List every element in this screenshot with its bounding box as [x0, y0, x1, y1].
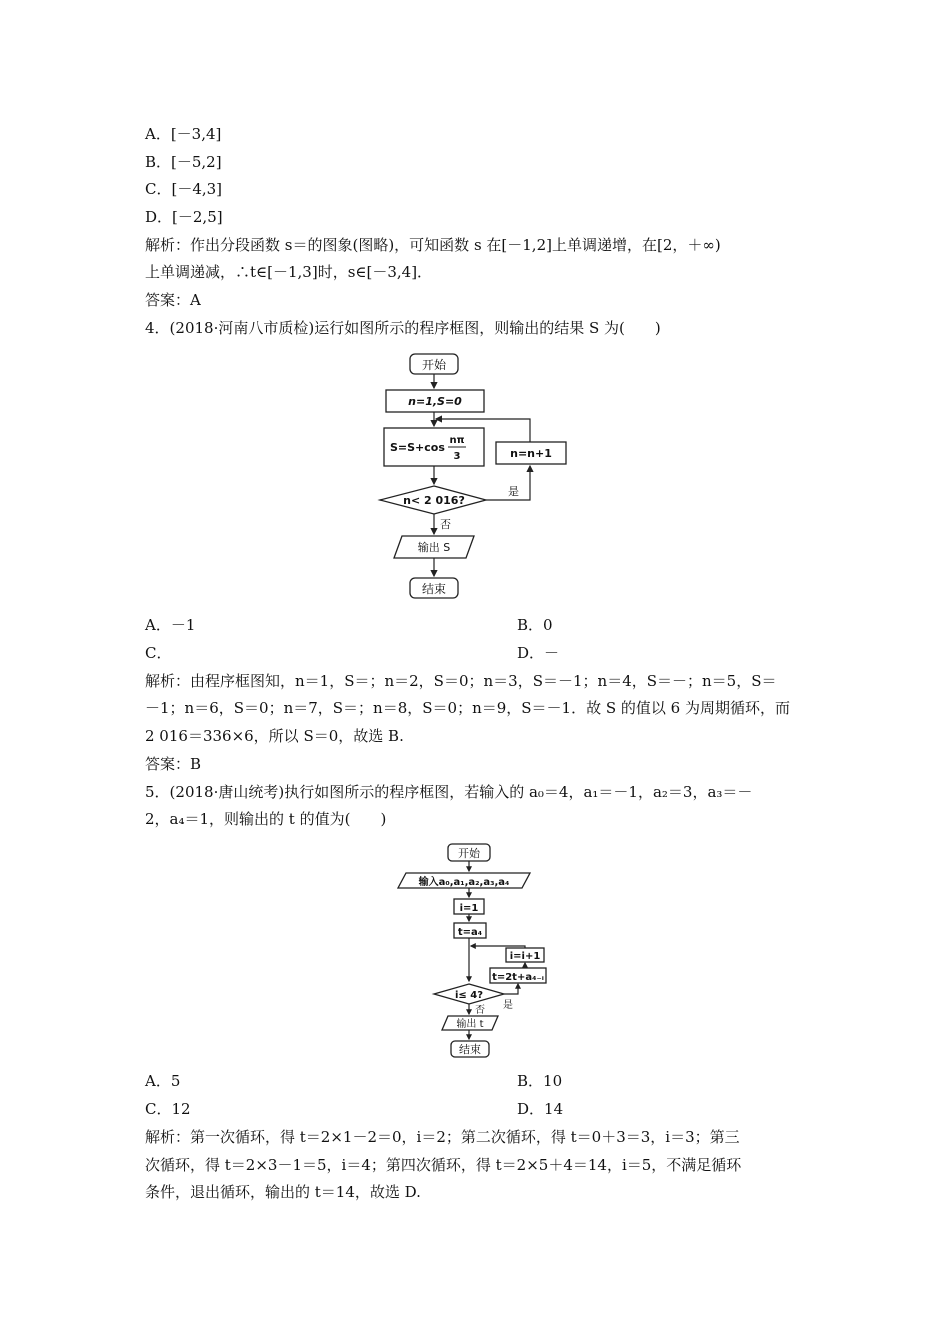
q4-analysis-line: 2 016＝336×6，所以 S＝0，故选 B. [145, 727, 404, 745]
q3-analysis-line: 解析：作出分段函数 s＝的图象(图略)，可知函数 s 在[－1,2]上单调递增，在[2，＋∞) [145, 236, 721, 254]
q5-option-a: A．5 [145, 1072, 181, 1090]
q5-input-text: 输入a₀,a₁,a₂,a₃,a₄ [418, 877, 510, 888]
q5-flowchart [392, 838, 562, 1068]
q4-option-d: D．－ [517, 644, 560, 662]
q4-init-text: n=1,S=0 [408, 395, 462, 408]
q5-analysis-line: 次循环，得 t＝2×3－1＝5，i＝4；第四次循环，得 t＝2×5＋4＝14，i＝5，不满足循环 [145, 1156, 742, 1174]
q4-option-b: B．0 [517, 616, 553, 634]
q5-init-t-text: t=a₄ [457, 927, 483, 938]
q5-stem-line: 2，a₄＝1，则输出的 t 的值为( ) [145, 810, 387, 828]
q4-flowchart [370, 350, 580, 605]
q3-analysis-line: 上单调递减，∴t∈[－1,3]时，s∈[－3,4]． [145, 263, 433, 281]
q4-option-a: A．－1 [145, 616, 196, 634]
q4-stem: 4．(2018·河南八市质检)运行如图所示的程序框图，则输出的结果 S 为( ) [145, 319, 661, 337]
q4-update-den: 3 [453, 451, 461, 462]
q4-update-num: nπ [449, 435, 465, 446]
q4-cond-text: n< 2 016? [403, 494, 465, 507]
q5-update-text: t=2t+a₄₋ᵢ [492, 972, 544, 983]
q3-option-d: D．[－2,5] [145, 208, 223, 226]
q5-yes-label: 是 [503, 1000, 513, 1011]
q5-analysis-line: 解析：第一次循环，得 t＝2×1－2＝0，i＝2；第二次循环，得 t＝0＋3＝3，i＝3；第三 [145, 1128, 740, 1146]
q5-analysis-line: 条件，退出循环，输出的 t＝14，故选 D. [145, 1183, 421, 1201]
q4-option-c: C． [145, 644, 172, 662]
q3-option-c: C．[－4,3] [145, 180, 223, 198]
q3-option-b: B．[－5,2] [145, 153, 222, 171]
q4-answer: 答案：B [145, 755, 202, 773]
q4-start-text: 开始 [421, 358, 447, 372]
q5-option-c: C．12 [145, 1100, 191, 1118]
q4-yes-label: 是 [508, 485, 519, 498]
q5-no-label: 否 [475, 1005, 485, 1016]
q4-no-label: 否 [440, 518, 451, 531]
q5-option-b: B．10 [517, 1072, 563, 1090]
q4-analysis-line: －1；n＝6，S＝0；n＝7，S＝；n＝8，S＝0；n＝9，S＝－1．故 S 的值以 6 为周期循环，而 [145, 699, 790, 717]
q5-end-text: 结束 [459, 1043, 481, 1056]
q4-output-text: 输出 S [417, 541, 451, 554]
q5-output-text: 输出 t [456, 1019, 484, 1030]
q4-update-text: S=S+cos [390, 441, 445, 454]
q5-init-i-text: i=1 [459, 903, 479, 914]
q4-end-text: 结束 [421, 582, 447, 596]
q5-cond-text: i≤ 4? [454, 990, 484, 1001]
q5-start-text: 开始 [458, 847, 480, 860]
q4-incr-text: n=n+1 [510, 447, 552, 460]
q4-analysis-line: 解析：由程序框图知，n＝1，S＝；n＝2，S＝0；n＝3，S＝－1；n＝4，S＝－；n＝5，S＝ [145, 672, 777, 690]
q3-answer: 答案：A [145, 291, 201, 309]
q3-option-a: A．[－3,4] [145, 125, 222, 143]
q5-option-d: D．14 [517, 1100, 564, 1118]
q5-incr-text: i=i+1 [509, 951, 541, 962]
q5-stem-line: 5．(2018·唐山统考)执行如图所示的程序框图，若输入的 a₀＝4，a₁＝－1，a₂＝3，a₃＝－ [145, 783, 753, 801]
